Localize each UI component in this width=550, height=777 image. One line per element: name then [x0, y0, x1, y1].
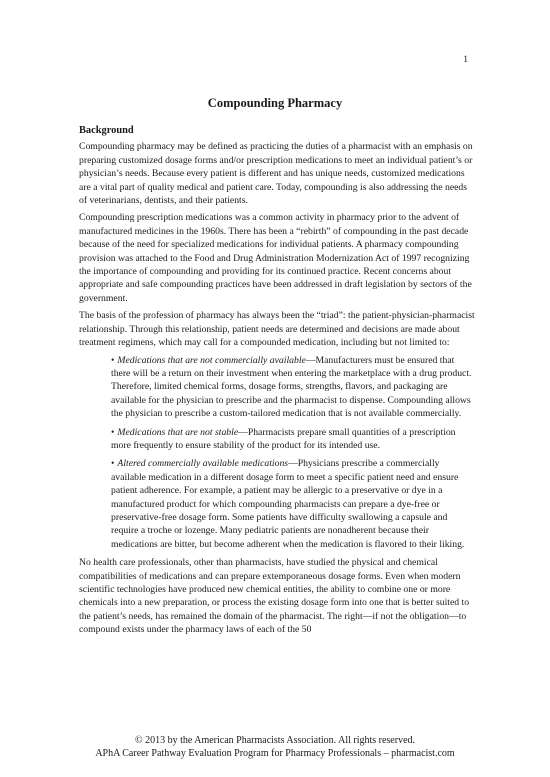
- program-credit: APhA Career Pathway Evaluation Program for Pharmacy Professionals – pharmacist.com: [95, 748, 455, 759]
- bullet-icon: •: [111, 354, 115, 366]
- paragraph: The basis of the profession of pharmacy has always been the “triad”: the patient-physician-pharmacist relationship. Through this relationship, patient needs are determined and decisions are made about treatment regimens, which may call for a compounded medication, including but not limited to:: [79, 310, 475, 349]
- bullet-icon: •: [111, 458, 115, 470]
- list-item: [111, 354, 475, 421]
- paragraph: Compounding prescription medications was a common activity in pharmacy prior to the advent of manufactured medicines in the 1960s. There has been a “rebirth” of compounding in the past decade because of the need for specialized medications for individual patients. A pharmacy compounding provision was attached to the Food and Drug Administration Modernization Act of 1997 recognizing the importance of compounding and providing for its continued practice. Recent concerns about appropriate and safe compounding practices have been addressed in draft legislation by sectors of the government.: [79, 212, 472, 304]
- paragraph: No health care professionals, other than pharmacists, have studied the physical and chemical compatibilities of medications and can prepare extemporaneous dosage forms. Even when modern scientific technologies have produced new chemical entities, the ability to combine one or more chemicals into a new preparation, or process the existing dosage form into one that is better suited to the patient’s needs, has remained the domain of the pharmacist. The right—if not the obligation—to compound exists under the pharmacy laws of each of the 50: [79, 557, 470, 636]
- list-item: [111, 457, 475, 551]
- bullet-text: —Physicians prescribe a commercially available medication in a different dosage form to meet a specific patient need and ensure patient adherence. For example, a patient may be allergic to a preservative or dye in a manufactured product for which compounding pharmacists can prepare a dye-free or preservative-free dosage form. Some patients have difficulty swallowing a capsule and require a troche or lozenge. Many pediatric patients are nonadherent because their medications are bitter, but become adherent when the medication is flavored to their liking.: [111, 458, 465, 550]
- bullet-text: —Manufacturers must be ensured that there will be a return on their investment when entering the marketplace with a drug product. Therefore, limited chemical forms, dosage forms, strengths, flavors, and packaging are available for the physician to prescribe and the pharmacist to dispense. Compounding allows the physician to prescribe a custom-tailored medication that is not available commercially.: [111, 354, 472, 420]
- bullet-text: —Pharmacists prepare small quantities of a prescription more frequently to ensure stability of the product for its intended use.: [111, 426, 456, 451]
- bullet-term: Medications that are not stable: [117, 426, 239, 438]
- bullet-term: Medications that are not commercially available: [117, 354, 306, 366]
- page-title: Compounding Pharmacy: [207, 96, 343, 110]
- bullet-list: [79, 354, 475, 552]
- copyright-notice: © 2013 by the American Pharmacists Association. All rights reserved.: [134, 735, 416, 746]
- page-footer: [0, 734, 550, 760]
- page-number: 1: [463, 55, 468, 65]
- list-item: [111, 426, 475, 453]
- document-body: [79, 124, 475, 641]
- bullet-term: Altered commercially available medications: [117, 458, 289, 470]
- bullet-icon: •: [111, 426, 115, 438]
- section-heading: Background: [79, 125, 134, 136]
- paragraph: Compounding pharmacy may be defined as practicing the duties of a pharmacist with an emphasis on preparing customized dosage forms and/or prescription medications to meet an individual patient’s or physician’s needs. Because every patient is different and has unique needs, customized medications are a vital part of quality medical and patient care. Today, compounding is also addressing the needs of veterinarians, dentists, and their patients.: [79, 141, 473, 207]
